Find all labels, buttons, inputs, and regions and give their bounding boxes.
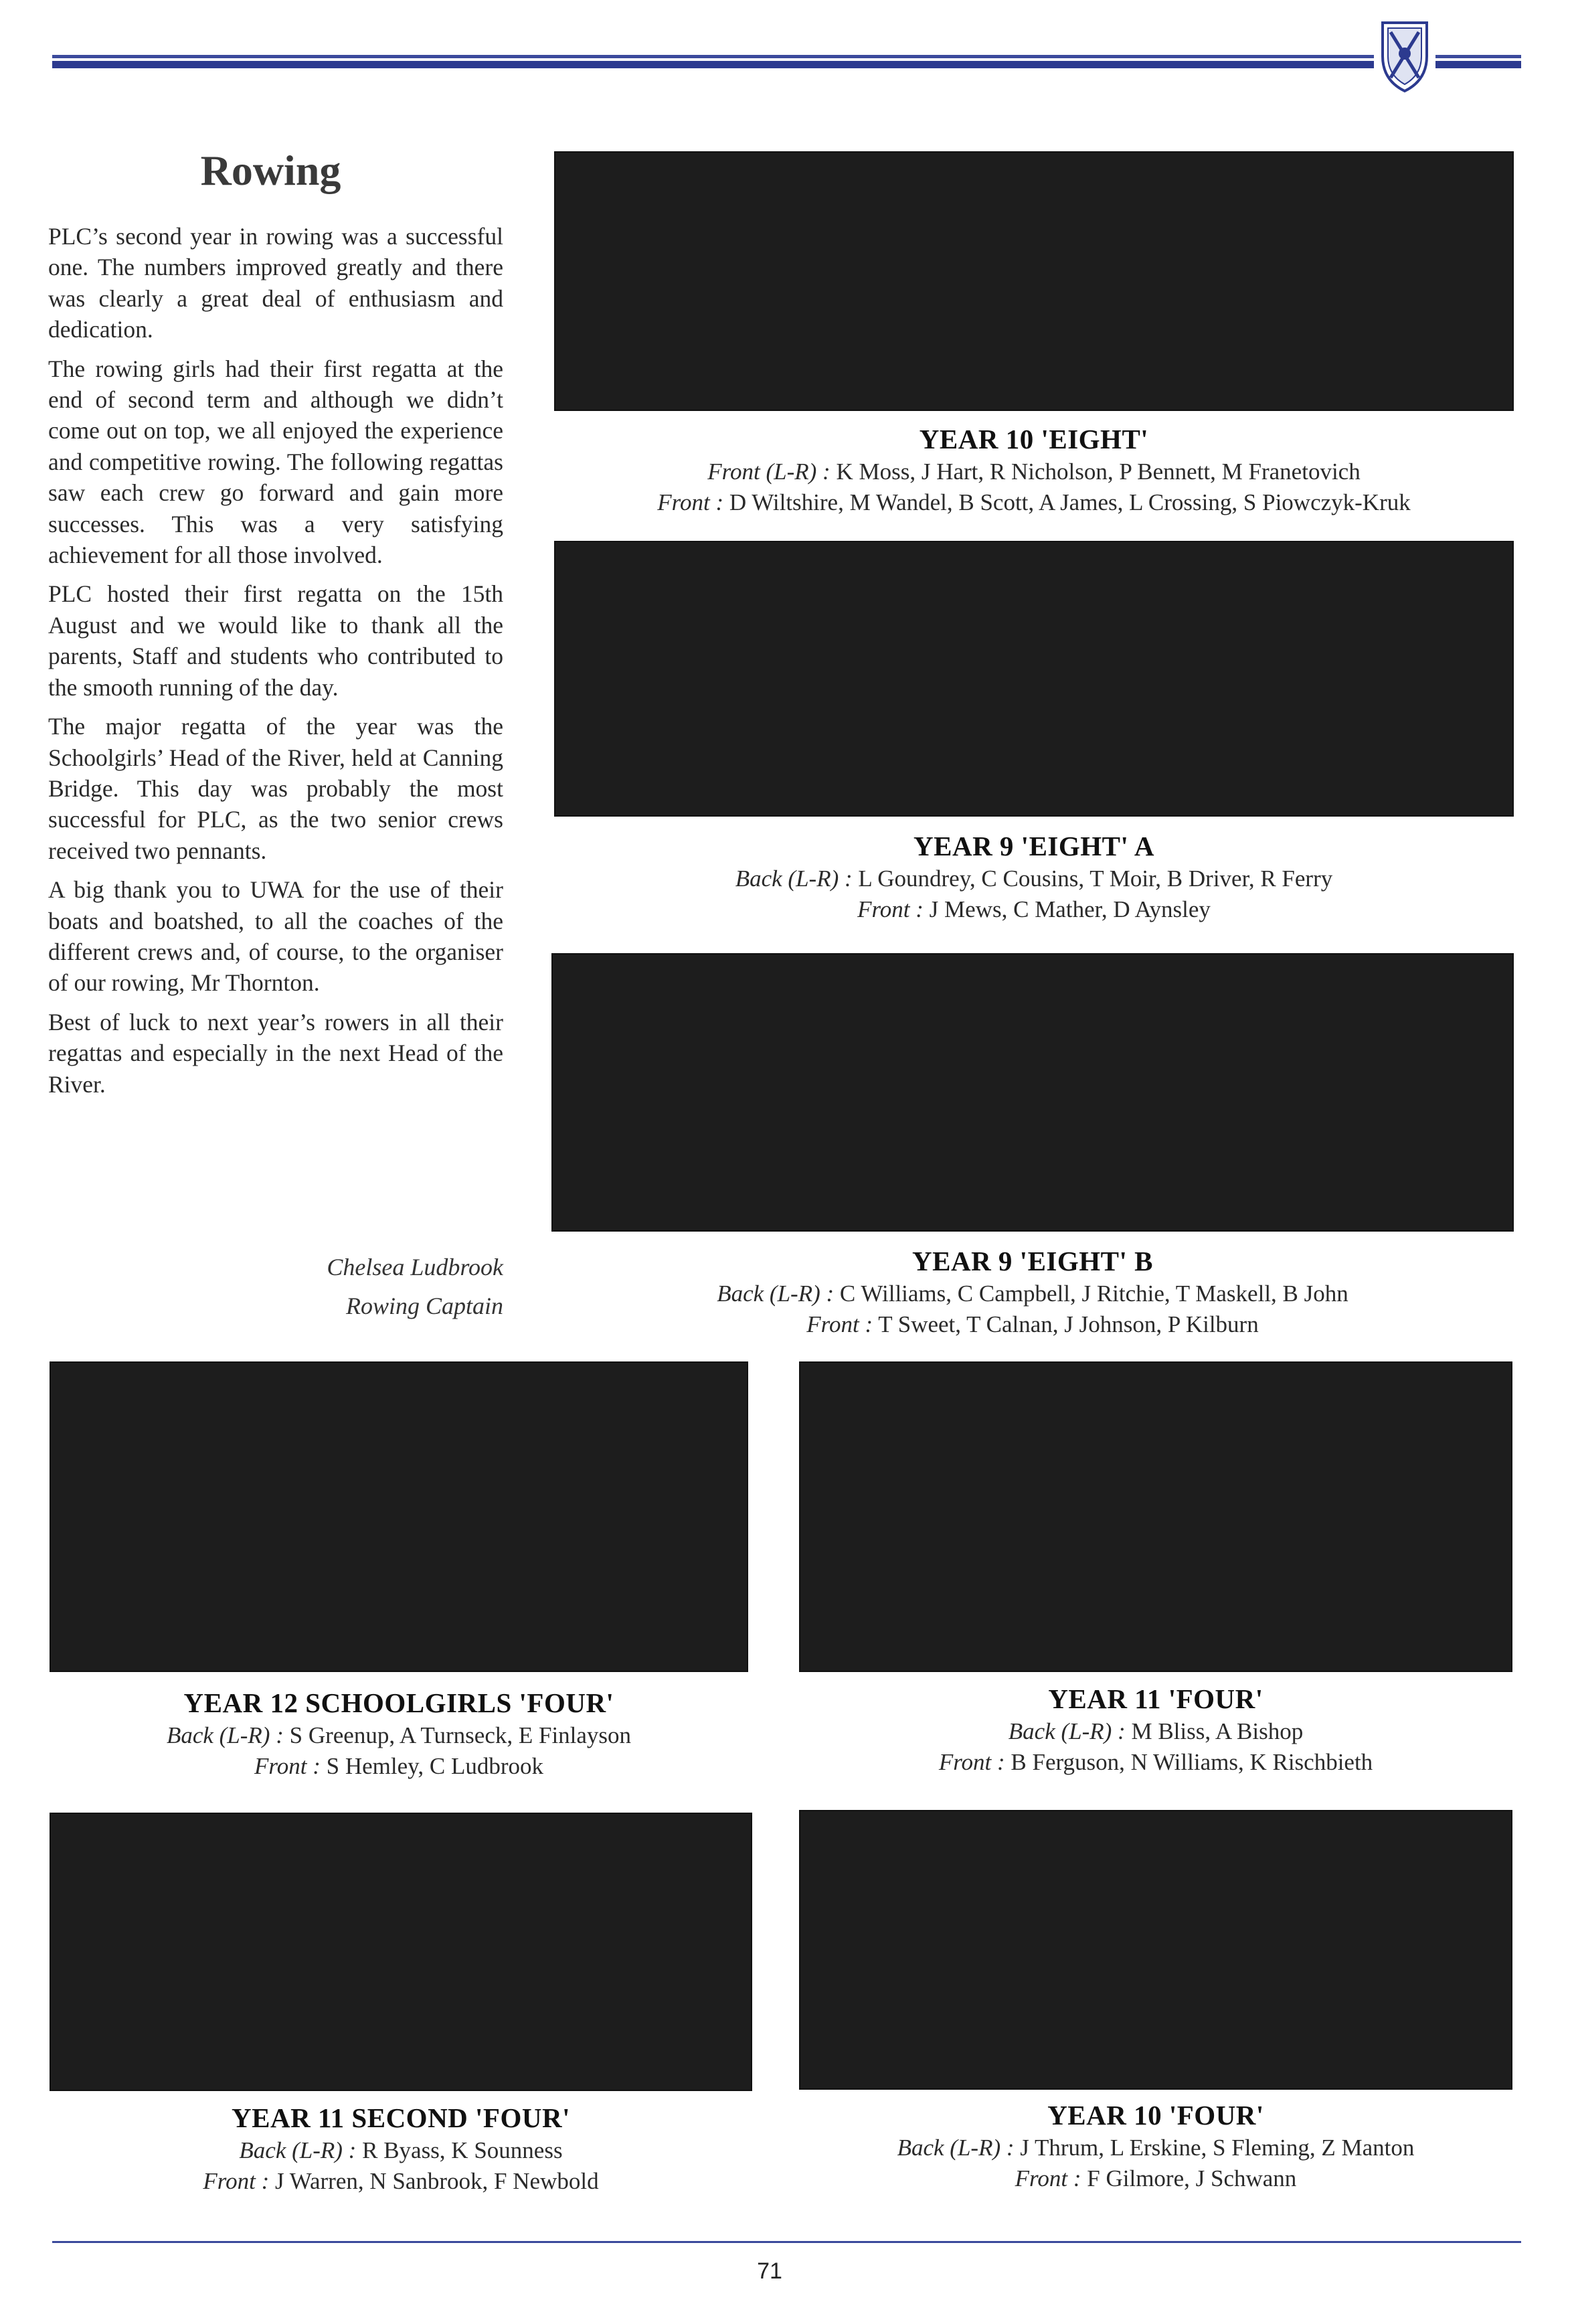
caption-label: Front : (254, 1753, 321, 1779)
caption-label: Front : (938, 1749, 1005, 1775)
caption-title: YEAR 9 'EIGHT' B (912, 1246, 1153, 1276)
caption-label: Front : (203, 2168, 270, 2194)
caption-names: M Bliss, A Bishop (1131, 1718, 1304, 1744)
caption-label: Front : (806, 1311, 873, 1337)
article-heading: Rowing (200, 147, 341, 194)
photo-caption (551, 1244, 1514, 1340)
caption-line (50, 1720, 748, 1751)
photo-caption (799, 2098, 1512, 2194)
caption-line (50, 1751, 748, 1782)
caption-line (50, 2135, 752, 2166)
caption-names: F Gilmore, J Schwann (1087, 2165, 1297, 2191)
caption-line (554, 456, 1514, 487)
caption-names: J Mews, C Mather, D Aynsley (929, 896, 1211, 922)
signature-role: Rowing Captain (345, 1293, 503, 1319)
team-photo-year11-four (799, 1361, 1512, 1672)
caption-title: YEAR 10 'EIGHT' (919, 424, 1149, 454)
caption-names: J Warren, N Sanbrook, F Newbold (275, 2168, 599, 2194)
caption-names: D Wiltshire, M Wandel, B Scott, A James, L Crossing, S Piowczyk-Kruk (729, 489, 1411, 515)
article-paragraph: Best of luck to next year’s rowers in all their regattas and especially in the next Head of the River. (48, 1008, 503, 1098)
caption-title: YEAR 12 SCHOOLGIRLS 'FOUR' (183, 1687, 614, 1718)
caption-label: Back (L-R) : (1008, 1718, 1126, 1744)
caption-names: C Williams, C Campbell, J Ritchie, T Maskell, B John (839, 1280, 1348, 1307)
caption-label: Front (L-R) : (707, 459, 831, 485)
caption-line (554, 487, 1514, 518)
caption-line (554, 863, 1514, 894)
header-rule-right (1435, 55, 1521, 70)
article-paragraph: PLC’s second year in rowing was a successful one. The numbers improved greatly and there was clearly a great deal of enthusiasm and dedication. (48, 223, 503, 343)
caption-label: Back (L-R) : (897, 2135, 1015, 2161)
caption-label: Back (L-R) : (239, 2137, 357, 2163)
caption-label: Back (L-R) : (166, 1722, 284, 1748)
caption-line (50, 2166, 752, 2197)
caption-label: Back (L-R) : (735, 865, 853, 892)
caption-names: T Sweet, T Calnan, J Johnson, P Kilburn (878, 1311, 1259, 1337)
caption-title: YEAR 9 'EIGHT' A (913, 831, 1154, 861)
caption-title: YEAR 11 SECOND 'FOUR' (232, 2102, 570, 2133)
page-number: 71 (757, 2258, 782, 2284)
caption-title: YEAR 11 'FOUR' (1048, 1683, 1263, 1714)
team-photo-year9-eight-a (554, 541, 1514, 817)
caption-names: S Greenup, A Turnseck, E Finlayson (289, 1722, 632, 1748)
team-photo-year10-eight (554, 151, 1514, 411)
footer-rule (52, 2241, 1521, 2243)
caption-names: L Goundrey, C Cousins, T Moir, B Driver, R Ferry (858, 865, 1333, 892)
photo-caption (50, 2100, 752, 2197)
caption-label: Front : (657, 489, 724, 515)
header-rule (52, 55, 1374, 70)
caption-line (554, 894, 1514, 925)
caption-line (551, 1309, 1514, 1340)
caption-label: Front : (1015, 2165, 1081, 2191)
caption-names: S Hemley, C Ludbrook (326, 1753, 543, 1779)
caption-names: B Ferguson, N Williams, K Rischbieth (1011, 1749, 1373, 1775)
article-body (48, 221, 503, 1108)
photo-caption (50, 1685, 748, 1782)
caption-names: K Moss, J Hart, R Nicholson, P Bennett, M Franetovich (836, 459, 1361, 485)
school-crest-icon (1376, 16, 1433, 95)
caption-label: Back (L-R) : (717, 1280, 835, 1307)
caption-line (799, 2133, 1512, 2163)
team-photo-year12-four (50, 1361, 748, 1672)
caption-line (799, 1716, 1512, 1747)
caption-title: YEAR 10 'FOUR' (1047, 2100, 1264, 2131)
article-paragraph: PLC hosted their first regatta on the 15th August and we would like to thank all the parents, Staff and students who contributed to the smooth running of the day. (48, 580, 503, 701)
photo-caption (554, 422, 1514, 518)
photo-caption (799, 1681, 1512, 1778)
team-photo-year9-eight-b (551, 953, 1514, 1232)
caption-names: J Thrum, L Erskine, S Fleming, Z Manton (1020, 2135, 1415, 2161)
article-paragraph: The rowing girls had their first regatta at the end of second term and although we didn’t come out on top, we all enjoyed the experience and competitive rowing. The following regattas saw each crew go forward and gain more successes. This was a very satisfying achievement for all those involved. (48, 355, 503, 569)
article-paragraph: A big thank you to UWA for the use of their boats and boatshed, to all the coaches of the different crews and, of course, to the organiser of our rowing, Mr Thornton. (48, 876, 503, 997)
caption-label: Front : (857, 896, 924, 922)
photo-caption (554, 829, 1514, 925)
article-paragraph: The major regatta of the year was the Schoolgirls’ Head of the River, held at Canning Bridge. This day was probably the most successful for PLC, as the two senior crews received two pennants. (48, 713, 503, 864)
caption-names: R Byass, K Sounness (362, 2137, 563, 2163)
signature-name: Chelsea Ludbrook (327, 1254, 503, 1280)
team-photo-year11-second-four (50, 1813, 752, 2091)
caption-line (799, 2163, 1512, 2194)
caption-line (799, 1747, 1512, 1778)
team-photo-year10-four (799, 1810, 1512, 2090)
caption-line (551, 1278, 1514, 1309)
